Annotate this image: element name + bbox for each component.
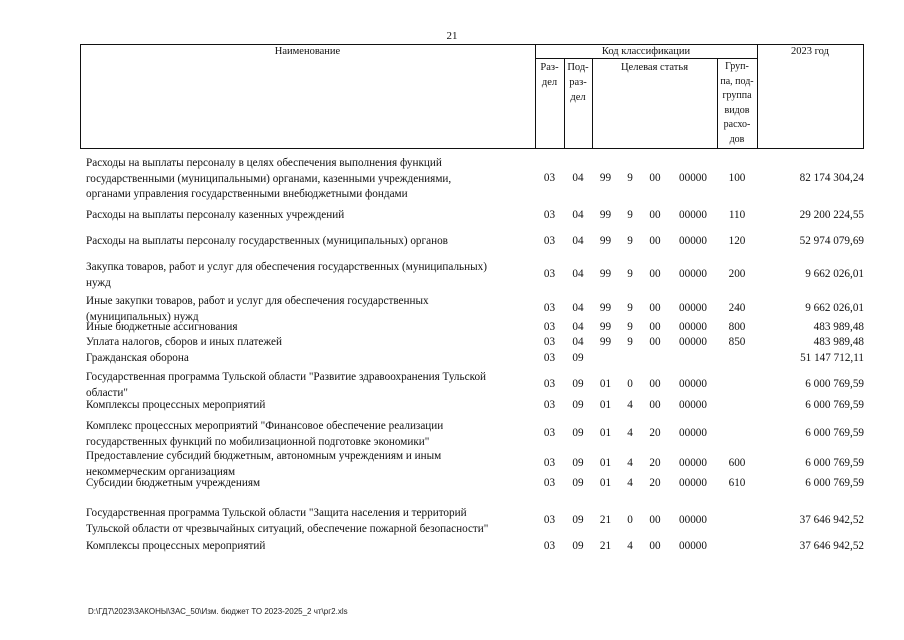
row-code-vr: 610 bbox=[728, 477, 746, 489]
row-code-t1: 99 bbox=[599, 235, 612, 247]
row-code-t3: 00 bbox=[649, 399, 661, 411]
row-name-line: Тульской области от чрезвычайных ситуаций, обеспечение пожарной безопасности" bbox=[86, 522, 489, 535]
row-name-line: Предоставление субсидий бюджетным, автономным учреждениям и иным bbox=[86, 450, 442, 462]
header-podrazdel bbox=[564, 60, 592, 105]
row-code-t4: 00000 bbox=[679, 427, 707, 439]
row-code-pr: 09 bbox=[572, 457, 584, 469]
row-code-t3: 00 bbox=[649, 336, 661, 348]
row-name-line: Иные бюджетные ассигнования bbox=[86, 321, 238, 333]
row-code-vr: 850 bbox=[728, 336, 746, 348]
row-name-line: государственными (муниципальными) органами, казенными учреждениями, bbox=[86, 172, 452, 185]
row-code-t1: 01 bbox=[599, 457, 612, 469]
row-name-line: Уплата налогов, сборов и иных платежей bbox=[86, 336, 282, 348]
row-code-rz: 03 bbox=[543, 235, 556, 247]
row-code-t3: 00 bbox=[649, 268, 661, 280]
row-code-vr: 800 bbox=[728, 321, 746, 333]
row-code-vr: 100 bbox=[728, 172, 746, 184]
header-year: 2023 год bbox=[791, 46, 829, 57]
row-name bbox=[86, 208, 534, 224]
row-code-t4: 00000 bbox=[679, 302, 707, 314]
row-code-t3: 20 bbox=[649, 457, 661, 469]
row-code-t2: 0 bbox=[627, 378, 633, 390]
row-amount: 9 662 026,01 bbox=[805, 302, 864, 314]
row-name-line: Расходы на выплаты персоналу казенных учреждений bbox=[86, 209, 345, 221]
row-code-pr: 09 bbox=[572, 352, 584, 364]
row-name-line: некоммерческим организациям bbox=[86, 465, 236, 478]
header-group-line: группа bbox=[722, 90, 752, 101]
row-code-t1: 99 bbox=[599, 302, 612, 314]
row-name bbox=[86, 234, 534, 250]
row-code-t2: 4 bbox=[627, 457, 633, 469]
header-razdel bbox=[535, 60, 564, 90]
row-code-vr: 240 bbox=[728, 302, 746, 314]
row-code-t1: 21 bbox=[599, 540, 612, 552]
row-amount: 483 989,48 bbox=[813, 321, 864, 333]
row-code-t2: 9 bbox=[627, 336, 633, 348]
row-code-pr: 09 bbox=[572, 399, 584, 411]
row-code-vr: 120 bbox=[728, 235, 746, 247]
header-podrazdel-line: раз- bbox=[569, 77, 587, 88]
row-code-t3: 00 bbox=[649, 540, 661, 552]
header-code-group: Код классификации bbox=[601, 46, 691, 57]
row-code-rz: 03 bbox=[543, 302, 556, 314]
row-code-vr: 200 bbox=[728, 268, 746, 280]
row-name-line: Государственная программа Тульской области "Защита населения и территорий bbox=[86, 507, 467, 519]
row-code-rz: 03 bbox=[543, 336, 556, 348]
row-name-line: нужд bbox=[86, 276, 111, 289]
row-code-t4: 00000 bbox=[679, 336, 707, 348]
row-name-line: Субсидии бюджетным учреждениям bbox=[86, 477, 261, 489]
row-code-t1: 99 bbox=[599, 209, 612, 221]
row-name bbox=[86, 156, 534, 203]
page-number: 21 bbox=[446, 30, 458, 42]
row-code-t2: 4 bbox=[627, 477, 633, 489]
row-code-t4: 00000 bbox=[679, 378, 707, 390]
row-code-t4: 00000 bbox=[679, 399, 707, 411]
header-group bbox=[717, 60, 757, 147]
table-header bbox=[80, 44, 864, 148]
row-code-vr: 110 bbox=[728, 209, 746, 221]
row-code-t3: 00 bbox=[649, 514, 661, 526]
row-code-t4: 00000 bbox=[679, 235, 707, 247]
row-code-t1: 01 bbox=[599, 477, 612, 489]
row-amount: 29 200 224,55 bbox=[799, 209, 864, 221]
row-code-t4: 00000 bbox=[679, 540, 707, 552]
row-code-t2: 9 bbox=[627, 235, 633, 247]
row-code-t4: 00000 bbox=[679, 209, 707, 221]
row-amount: 52 974 079,69 bbox=[799, 235, 864, 247]
header-razdel-line: Раз- bbox=[540, 62, 559, 73]
row-code-t3: 00 bbox=[649, 302, 661, 314]
row-code-t1: 99 bbox=[599, 268, 612, 280]
row-code-pr: 09 bbox=[572, 477, 584, 489]
row-code-pr: 04 bbox=[572, 302, 584, 314]
row-code-t3: 20 bbox=[649, 427, 661, 439]
row-name bbox=[86, 539, 534, 555]
row-code-rz: 03 bbox=[543, 477, 556, 489]
row-name-line: Комплекс процессных мероприятий "Финансовое обеспечение реализации bbox=[86, 420, 444, 432]
row-name-line: органами управления государственными внебюджетными фондами bbox=[86, 188, 408, 200]
row-code-t3: 00 bbox=[649, 172, 661, 184]
row-code-t2: 4 bbox=[627, 399, 633, 411]
row-name-line: Расходы на выплаты персоналу государственных (муниципальных) органов bbox=[86, 235, 448, 247]
header-group-line: дов bbox=[729, 133, 745, 145]
row-code-rz: 03 bbox=[543, 268, 556, 280]
row-name bbox=[86, 398, 534, 414]
row-code-rz: 03 bbox=[543, 209, 556, 221]
row-amount: 6 000 769,59 bbox=[805, 378, 864, 390]
row-name bbox=[86, 335, 534, 351]
row-name bbox=[86, 351, 534, 367]
row-code-t4: 00000 bbox=[679, 457, 707, 469]
row-code-pr: 04 bbox=[572, 321, 584, 333]
row-code-pr: 09 bbox=[572, 427, 584, 439]
row-code-rz: 03 bbox=[543, 540, 556, 552]
row-code-pr: 04 bbox=[572, 336, 584, 348]
row-code-rz: 03 bbox=[543, 378, 556, 390]
row-code-t2: 0 bbox=[627, 514, 633, 526]
header-podrazdel-line: Под- bbox=[567, 62, 589, 73]
row-amount: 9 662 026,01 bbox=[805, 268, 864, 280]
row-code-pr: 04 bbox=[572, 235, 584, 247]
row-code-pr: 09 bbox=[572, 514, 584, 526]
row-code-t2: 9 bbox=[627, 302, 633, 314]
row-name-line: государственных функций по мобилизационной подготовке экономики" bbox=[86, 435, 430, 448]
row-code-t3: 00 bbox=[649, 321, 661, 333]
row-name-line: Расходы на выплаты персоналу в целях обеспечения выполнения функций bbox=[86, 157, 442, 169]
row-code-t1: 01 bbox=[599, 378, 612, 390]
row-name bbox=[86, 260, 534, 291]
row-code-t4: 00000 bbox=[679, 172, 707, 184]
header-name: Наименование bbox=[274, 46, 341, 57]
row-name-line: области" bbox=[86, 386, 128, 399]
row-amount: 37 646 942,52 bbox=[799, 540, 864, 552]
row-amount: 6 000 769,59 bbox=[805, 477, 864, 489]
row-code-rz: 03 bbox=[543, 427, 556, 439]
row-code-rz: 03 bbox=[543, 399, 556, 411]
row-name bbox=[86, 506, 534, 537]
header-group-line: видов bbox=[724, 104, 750, 116]
row-name bbox=[86, 476, 534, 492]
row-code-t2: 4 bbox=[627, 427, 633, 439]
row-code-t4: 00000 bbox=[679, 268, 707, 280]
row-amount: 51 147 712,11 bbox=[800, 352, 864, 364]
row-code-t1: 21 bbox=[599, 514, 612, 526]
row-code-rz: 03 bbox=[543, 352, 556, 364]
row-code-rz: 03 bbox=[543, 321, 556, 333]
row-name-line: Гражданская оборона bbox=[86, 352, 189, 364]
row-amount: 37 646 942,52 bbox=[799, 514, 864, 526]
row-code-t2: 9 bbox=[627, 209, 633, 221]
row-code-pr: 09 bbox=[572, 378, 584, 390]
row-code-t2: 9 bbox=[627, 172, 633, 184]
row-amount: 483 989,48 bbox=[813, 336, 864, 348]
row-code-t1: 01 bbox=[599, 427, 612, 439]
row-code-pr: 04 bbox=[572, 268, 584, 280]
row-code-t3: 00 bbox=[649, 235, 661, 247]
row-code-rz: 03 bbox=[543, 514, 556, 526]
row-name bbox=[86, 320, 534, 336]
row-amount: 6 000 769,59 bbox=[805, 457, 864, 469]
row-name-line: Комплексы процессных мероприятий bbox=[86, 540, 266, 552]
row-name-line: Комплексы процессных мероприятий bbox=[86, 399, 266, 411]
row-code-pr: 04 bbox=[572, 172, 584, 184]
row-code-t1: 99 bbox=[599, 321, 612, 333]
row-code-t1: 99 bbox=[599, 172, 612, 184]
row-name bbox=[86, 419, 534, 450]
row-code-rz: 03 bbox=[543, 457, 556, 469]
file-path-footer: D:\ГД7\2023\ЗАКОНЫ\ЗАС_50\Изм. бюджет ТО 2023-2025_2 чт\рг2.xls bbox=[88, 607, 348, 616]
row-code-t4: 00000 bbox=[679, 321, 707, 333]
header-group-line: расхо- bbox=[723, 119, 751, 130]
row-code-t4: 00000 bbox=[679, 514, 707, 526]
row-name-line: Закупка товаров, работ и услуг для обеспечения государственных (муниципальных) bbox=[86, 261, 487, 273]
row-code-rz: 03 bbox=[543, 172, 556, 184]
row-amount: 82 174 304,24 bbox=[799, 172, 864, 184]
row-name-line: (муниципальных) нужд bbox=[86, 310, 199, 323]
header-group-line: па, под- bbox=[720, 75, 754, 87]
row-code-t2: 9 bbox=[627, 321, 633, 333]
row-code-t3: 00 bbox=[649, 209, 661, 221]
row-amount: 6 000 769,59 bbox=[805, 427, 864, 439]
row-code-vr: 600 bbox=[728, 457, 746, 469]
row-code-t3: 20 bbox=[649, 477, 661, 489]
row-code-pr: 09 bbox=[572, 540, 584, 552]
row-code-pr: 04 bbox=[572, 209, 584, 221]
row-code-t1: 99 bbox=[599, 336, 612, 348]
row-code-t3: 00 bbox=[649, 378, 661, 390]
header-razdel-line: дел bbox=[541, 77, 558, 88]
row-amount: 6 000 769,59 bbox=[805, 399, 864, 411]
row-code-t1: 01 bbox=[599, 399, 612, 411]
row-name-line: Государственная программа Тульской области "Развитие здравоохранения Тульской bbox=[86, 371, 487, 383]
row-code-t4: 00000 bbox=[679, 477, 707, 489]
row-name bbox=[86, 370, 534, 401]
header-group-line: Груп- bbox=[725, 61, 749, 72]
row-code-t2: 9 bbox=[627, 268, 633, 280]
row-name-line: Иные закупки товаров, работ и услуг для обеспечения государственных bbox=[86, 295, 429, 307]
row-code-t2: 4 bbox=[627, 540, 633, 552]
header-podrazdel-line: дел bbox=[570, 92, 586, 103]
header-target: Целевая статья bbox=[620, 62, 689, 73]
